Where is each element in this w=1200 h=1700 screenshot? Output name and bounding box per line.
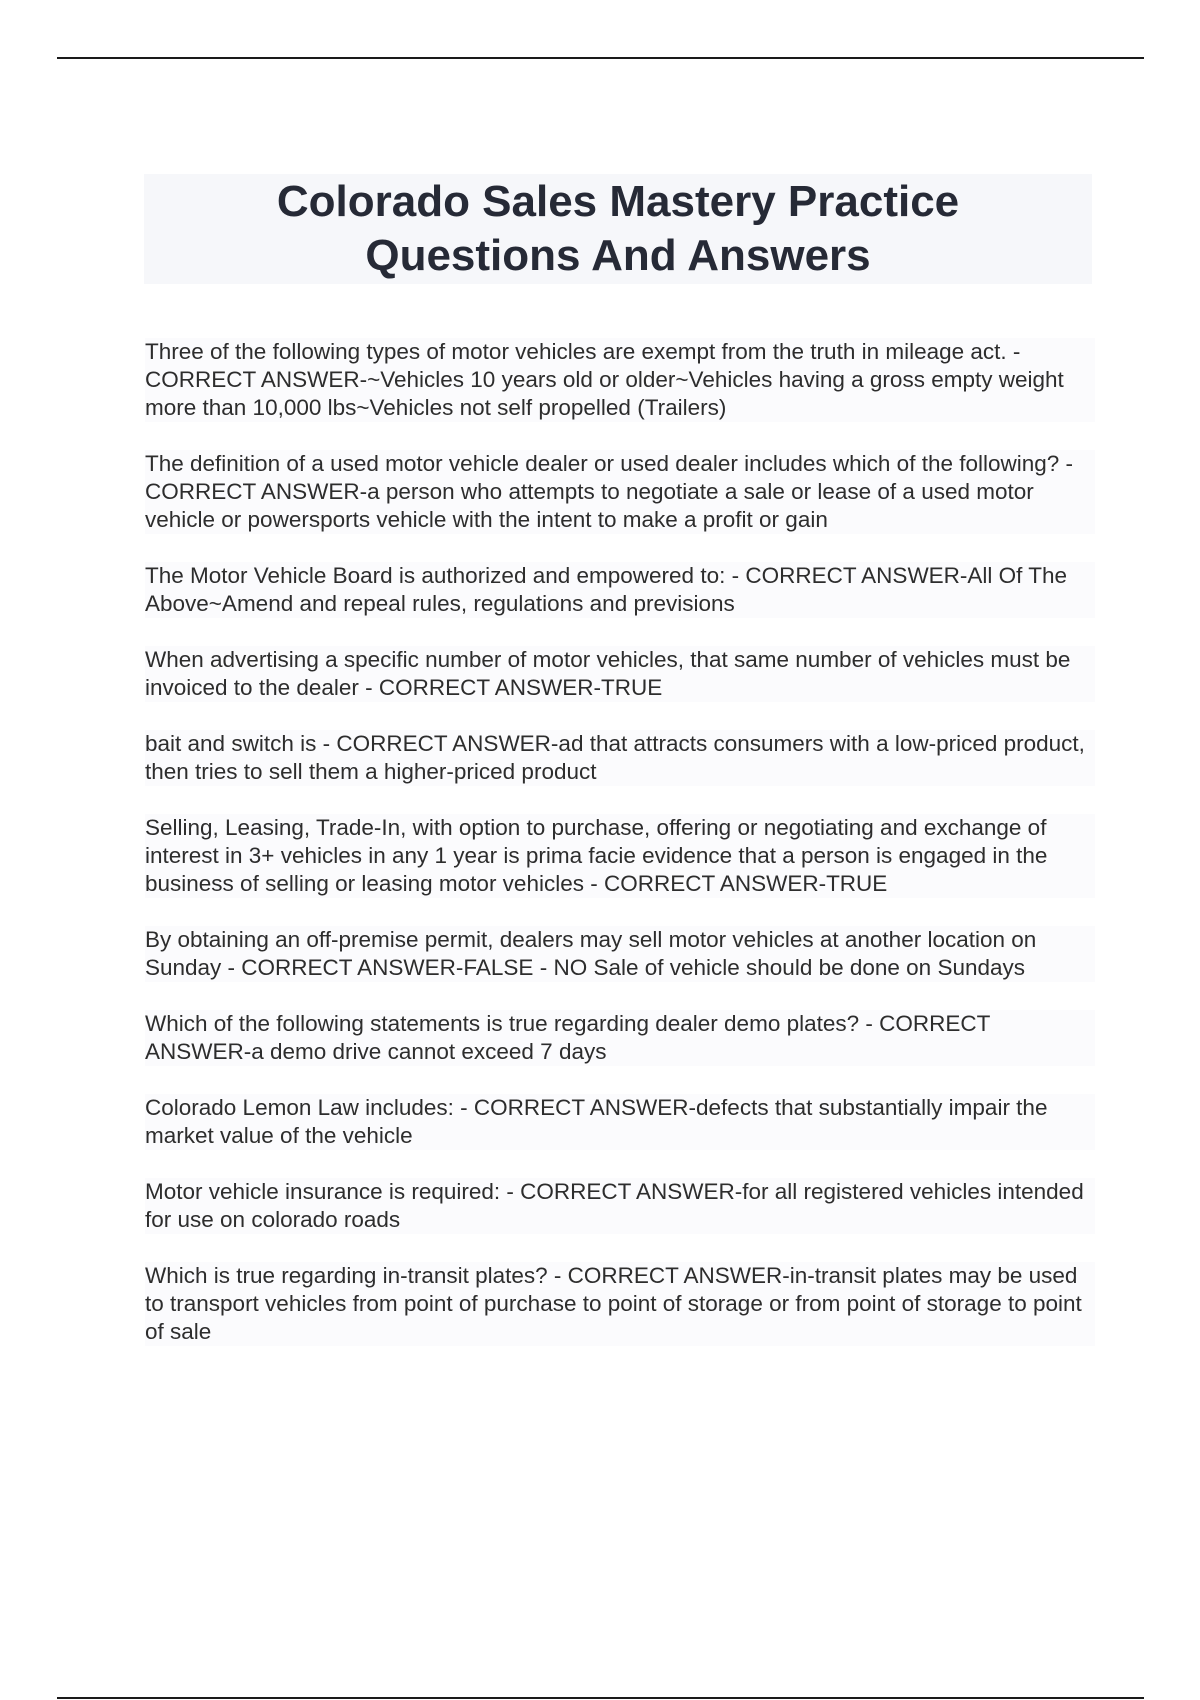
top-rule: [57, 57, 1144, 59]
qa-item-6: Selling, Leasing, Trade-In, with option to purchase, offering or negotiating and exchange of interest in 3+ vehicles in any 1 year is prima facie evidence that a person is engaged in the business of selling or leasing motor vehicles - CORRECT ANSWER-TRUE: [145, 814, 1095, 898]
qa-item-5: bait and switch is - CORRECT ANSWER-ad that attracts consumers with a low-priced product, then tries to sell them a higher-priced product: [145, 730, 1095, 786]
qa-item-11: Which is true regarding in-transit plates? - CORRECT ANSWER-in-transit plates may be used to transport vehicles from point of purchase to point of storage or from point of storage to point of sale: [145, 1262, 1095, 1346]
bottom-rule: [57, 1697, 1144, 1699]
document-title: Colorado Sales Mastery Practice Questions And Answers: [276, 177, 960, 280]
qa-item-10: Motor vehicle insurance is required: - CORRECT ANSWER-for all registered vehicles intended for use on colorado roads: [145, 1178, 1095, 1234]
qa-item-9: Colorado Lemon Law includes: - CORRECT ANSWER-defects that substantially impair the market value of the vehicle: [145, 1094, 1095, 1150]
qa-item-3: The Motor Vehicle Board is authorized and empowered to: - CORRECT ANSWER-All Of The Above~Amend and repeal rules, regulations and previsions: [145, 562, 1095, 618]
qa-item-7: By obtaining an off-premise permit, dealers may sell motor vehicles at another location on Sunday - CORRECT ANSWER-FALSE - NO Sale of vehicle should be done on Sundays: [145, 926, 1095, 982]
title-block: [144, 174, 1092, 284]
qa-item-8: Which of the following statements is true regarding dealer demo plates? - CORRECT ANSWER-a demo drive cannot exceed 7 days: [145, 1010, 1095, 1066]
qa-item-4: When advertising a specific number of motor vehicles, that same number of vehicles must be invoiced to the dealer - CORRECT ANSWER-TRUE: [145, 646, 1095, 702]
qa-item-1: Three of the following types of motor vehicles are exempt from the truth in mileage act. - CORRECT ANSWER-~Vehicles 10 years old or older~Vehicles having a gross empty weight more than 10,000 lbs~Vehicles not self propelled (Trailers): [145, 338, 1095, 422]
qa-item-2: The definition of a used motor vehicle dealer or used dealer includes which of the following? - CORRECT ANSWER-a person who attempts to negotiate a sale or lease of a used motor vehicle or powersports vehicle with the intent to make a profit or gain: [145, 450, 1095, 534]
qa-list: [145, 338, 1095, 1374]
